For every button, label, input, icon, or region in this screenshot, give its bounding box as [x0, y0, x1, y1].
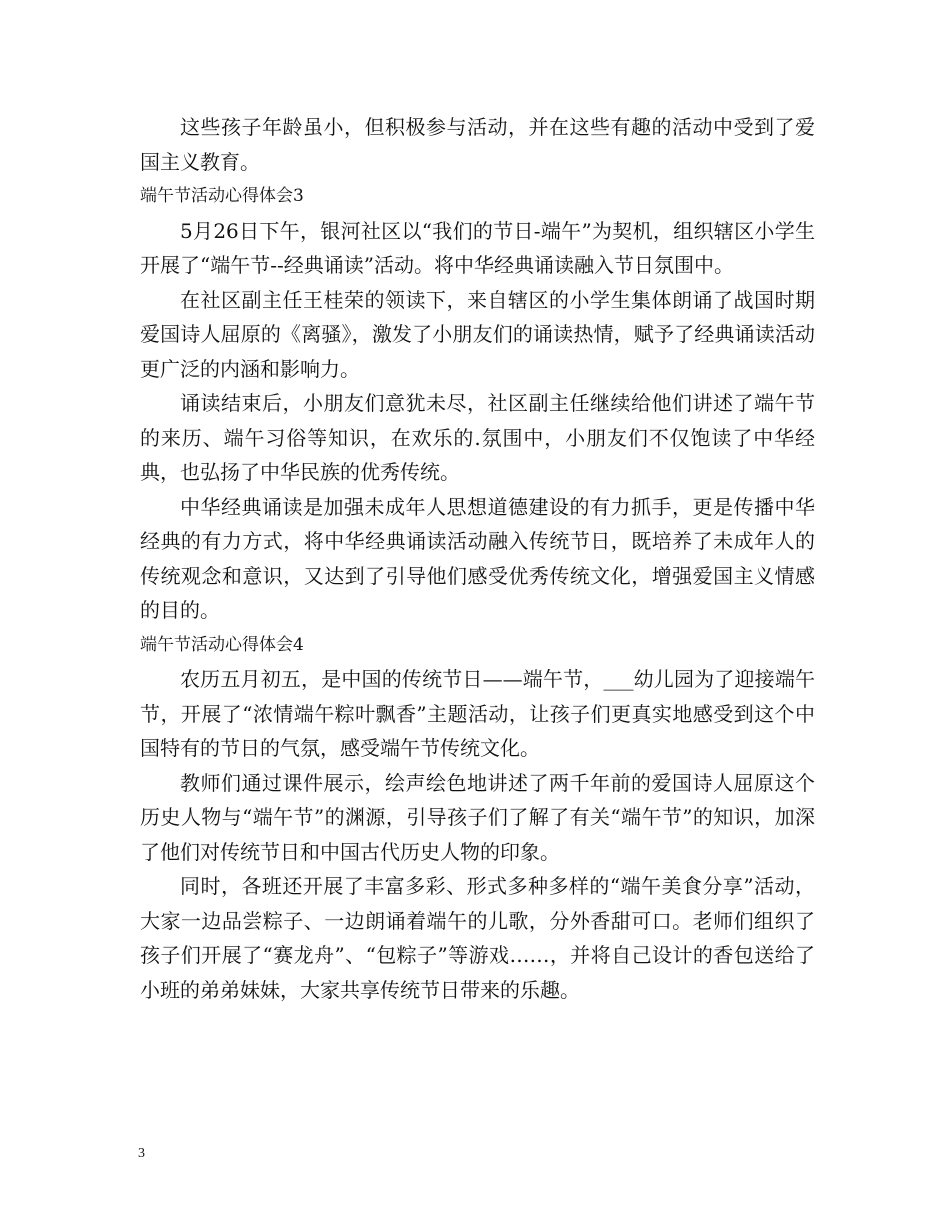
paragraph: 同时，各班还开展了丰富多彩、形式多种多样的“端午美食分享”活动，大家一边品尝粽子、一边朗诵着端午的儿歌，分外香甜可口。老师们组织了孩子们开展了“赛龙舟”、“包粽子”等游戏……，并将自己设计的香包送给了小班的弟弟妹妹，大家共享传统节日带来的乐趣。 [140, 874, 815, 1002]
paragraph: 中华经典诵读是加强未成年人思想道德建设的有力抓手，更是传播中华经典的有力方式，将中华经典诵读活动融入传统节日，既培养了未成年人的传统观念和意识，又达到了引导他们感受优秀传统文化，增强爱国主义情感的目的。 [140, 494, 815, 622]
paragraph: 在社区副主任王桂荣的领读下，来自辖区的小学生集体朗诵了战国时期爱国诗人屈原的《离骚》，激发了小朋友们的诵读热情，赋予了经典诵读活动更广泛的内涵和影响力。 [140, 287, 815, 381]
paragraph: 这些孩子年龄虽小，但积极参与活动，并在这些有趣的活动中受到了爱国主义教育。 [140, 115, 815, 174]
paragraph: 农历五月初五，是中国的传统节日——端午节，___幼儿园为了迎接端午节，开展了“浓情端午粽叶飘香”主题活动，让孩子们更真实地感受到这个中国特有的节日的气氛，感受端午节传统文化。 [140, 667, 815, 760]
section-heading: 端午节活动心得体会3 [140, 186, 304, 206]
paragraph: 诵读结束后，小朋友们意犹未尽，社区副主任继续给他们讲述了端午节的来历、端午习俗等知识，在欢乐的.氛围中，小朋友们不仅饱读了中华经典，也弘扬了中华民族的优秀传统。 [140, 391, 815, 484]
page-number: 3 [138, 1146, 145, 1161]
document-body [140, 110, 815, 1007]
paragraph: 教师们通过课件展示，绘声绘色地讲述了两千年前的爱国诗人屈原这个历史人物与“端午节”的渊源，引导孩子们了解了有关“端午节”的知识，加深了他们对传统节日和中国古代历史人物的印象。 [140, 770, 815, 864]
paragraph: 5月26日下午，银河社区以“我们的节日-端午”为契机，组织辖区小学生开展了“端午节--经典诵读”活动。将中华经典诵读融入节日氛围中。 [140, 218, 815, 277]
section-heading: 端午节活动心得体会4 [140, 634, 304, 655]
